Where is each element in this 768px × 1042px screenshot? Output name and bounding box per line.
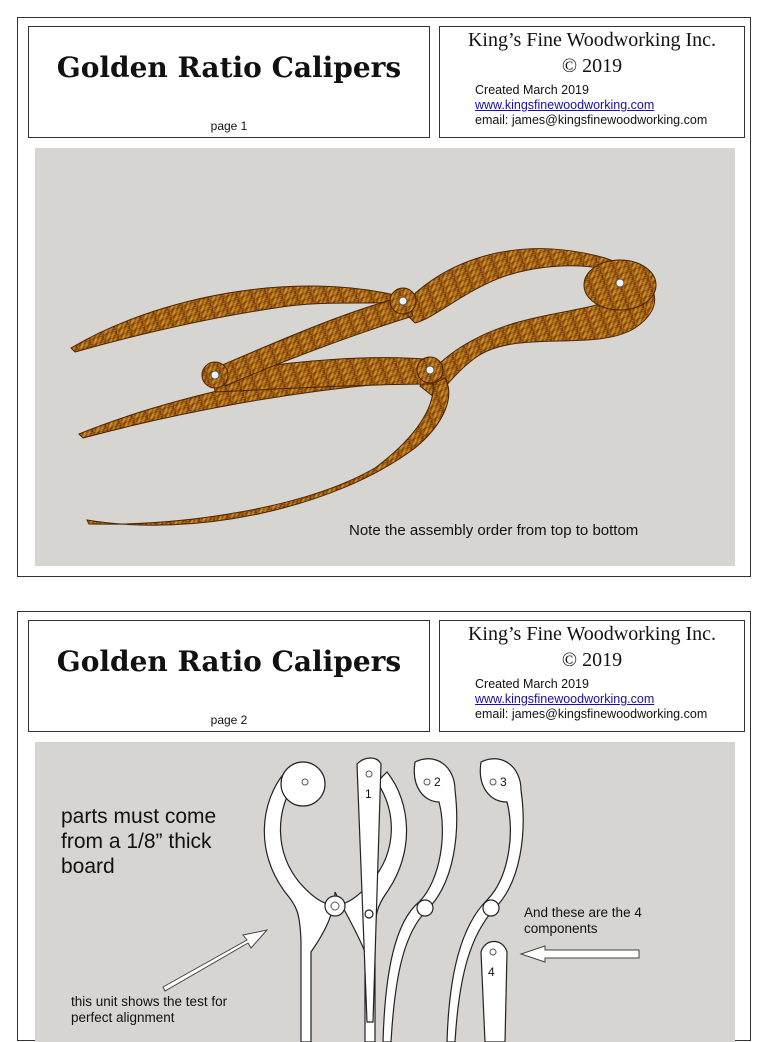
part-label-4: 4 xyxy=(488,965,495,979)
company-info-block xyxy=(439,26,745,138)
components-note: And these are the 4 components xyxy=(524,905,684,937)
assembly-render xyxy=(35,148,735,566)
email-text: email: james@kingsfinewoodworking.com xyxy=(475,113,707,128)
calipers-wood-illustration xyxy=(35,148,735,566)
company-name: King’s Fine Woodworking Inc. xyxy=(440,623,744,646)
lower-arm xyxy=(87,378,449,525)
website-link[interactable]: www.kingsfinewoodworking.com xyxy=(475,98,654,112)
alignment-note: this unit shows the test for perfect alignment xyxy=(71,994,271,1026)
parts-diagram xyxy=(35,742,735,1042)
assembly-caption: Note the assembly order from top to bottom xyxy=(349,522,638,539)
part-label-1: 1 xyxy=(365,787,372,801)
document-page-1 xyxy=(17,17,751,577)
email-text: email: james@kingsfinewoodworking.com xyxy=(475,707,707,722)
document-page-2 xyxy=(17,611,751,1041)
arrow-to-unit xyxy=(163,930,267,991)
document-title: Golden Ratio Calipers xyxy=(29,645,429,678)
page-number: page 1 xyxy=(29,119,429,133)
title-block xyxy=(28,26,430,138)
contact-info xyxy=(475,677,707,722)
part-label-3: 3 xyxy=(500,775,507,789)
company-name: King’s Fine Woodworking Inc. xyxy=(440,29,744,52)
document-title: Golden Ratio Calipers xyxy=(29,51,429,84)
copyright: © 2019 xyxy=(440,649,744,672)
title-block xyxy=(28,620,430,732)
parts-note: parts must come from a 1/8” thick board xyxy=(61,804,251,879)
arrow-to-components xyxy=(521,946,639,962)
copyright: © 2019 xyxy=(440,55,744,78)
company-info-block xyxy=(439,620,745,732)
part-label-2: 2 xyxy=(434,775,441,789)
created-date: Created March 2019 xyxy=(475,83,707,98)
pivot-loop xyxy=(616,279,624,287)
website-link[interactable]: www.kingsfinewoodworking.com xyxy=(475,692,654,706)
page-number: page 2 xyxy=(29,713,429,727)
created-date: Created March 2019 xyxy=(475,677,707,692)
contact-info xyxy=(475,83,707,128)
part-4-piece xyxy=(481,942,507,1042)
